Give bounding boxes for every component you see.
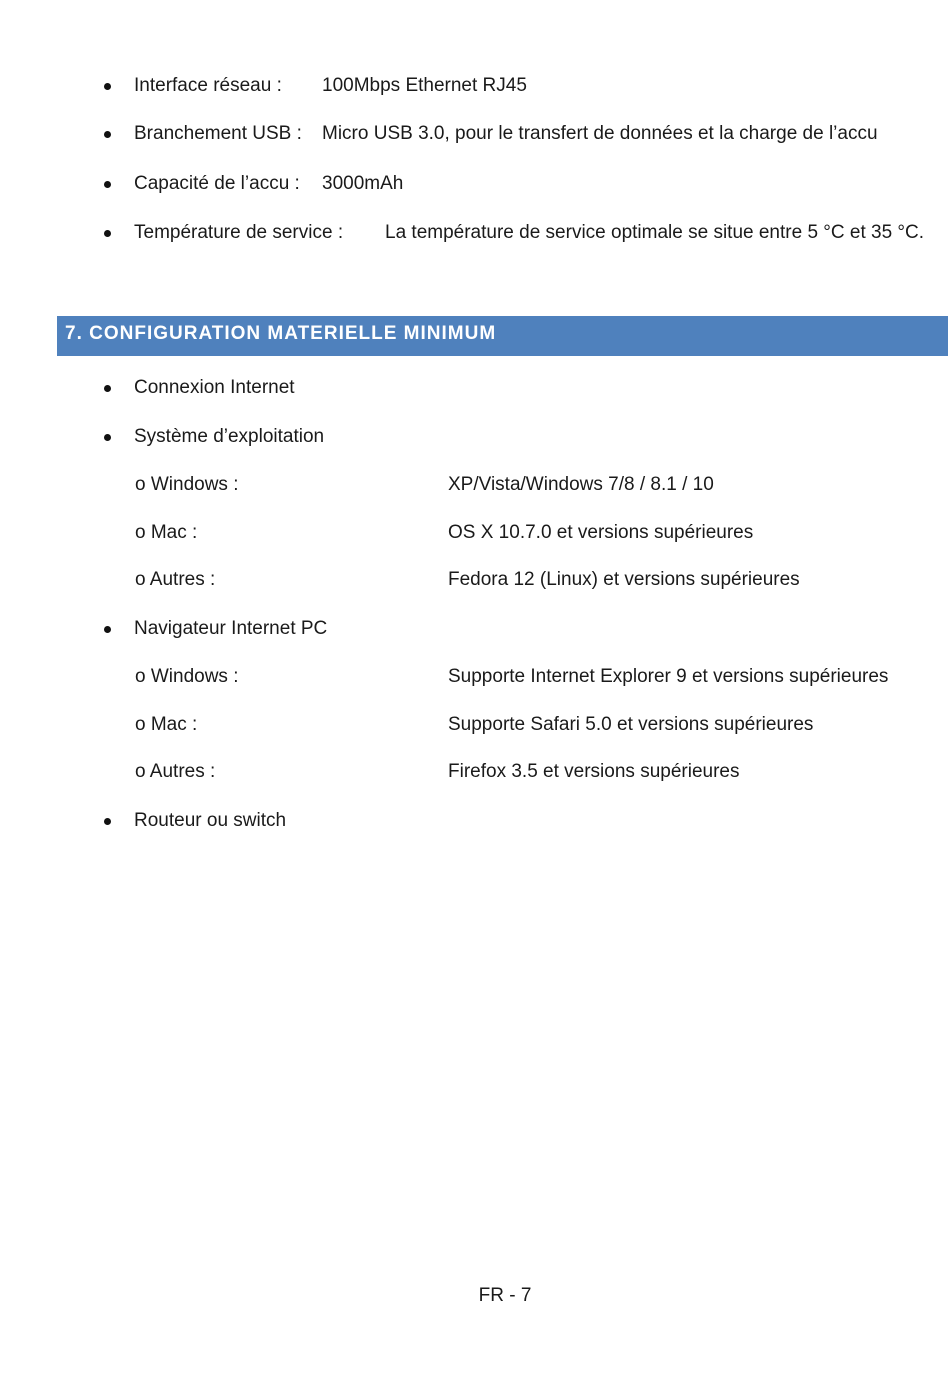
requirement-router: Routeur ou switch xyxy=(134,810,287,831)
spec-value: 3000mAh xyxy=(322,173,404,194)
bullet-icon xyxy=(104,83,111,90)
browser-item-label: o Mac : xyxy=(135,714,198,735)
os-item-label: o Autres : xyxy=(135,569,216,590)
bullet-icon xyxy=(104,181,111,188)
bullet-icon xyxy=(104,385,111,392)
os-item-value: OS X 10.7.0 et versions supérieures xyxy=(448,522,754,543)
spec-label: Température de service : xyxy=(134,222,344,243)
spec-label: Branchement USB : xyxy=(134,123,302,144)
requirement-internet: Connexion Internet xyxy=(134,377,295,398)
browser-item-value: Supporte Safari 5.0 et versions supérieures xyxy=(448,714,814,735)
bullet-icon xyxy=(104,230,111,237)
bullet-icon xyxy=(104,626,111,633)
spec-label: Capacité de l’accu : xyxy=(134,173,300,194)
bullet-icon xyxy=(104,131,111,138)
os-item-value: XP/Vista/Windows 7/8 / 8.1 / 10 xyxy=(448,474,714,495)
spec-value: La température de service optimale se situe entre 5 °C et 35 °C. xyxy=(385,222,925,243)
os-item-label: o Windows : xyxy=(135,474,239,495)
bullet-icon xyxy=(104,818,111,825)
os-item-value: Fedora 12 (Linux) et versions supérieures xyxy=(448,569,800,590)
spec-value: 100Mbps Ethernet RJ45 xyxy=(322,75,527,96)
browser-item-value: Supporte Internet Explorer 9 et versions supérieures xyxy=(448,666,889,687)
spec-value: Micro USB 3.0, pour le transfert de données et la charge de l’accu xyxy=(322,123,878,144)
browser-item-label: o Windows : xyxy=(135,666,239,687)
requirement-os: Système d’exploitation xyxy=(134,426,325,447)
spec-label: Interface réseau : xyxy=(134,75,282,96)
page-number: FR - 7 xyxy=(478,1285,532,1306)
browser-item-label: o Autres : xyxy=(135,761,216,782)
requirement-browser: Navigateur Internet PC xyxy=(134,618,328,639)
browser-item-value: Firefox 3.5 et versions supérieures xyxy=(448,761,740,782)
os-item-label: o Mac : xyxy=(135,522,198,543)
bullet-icon xyxy=(104,434,111,441)
section-title: 7. CONFIGURATION MATERIELLE MINIMUM xyxy=(65,323,497,344)
